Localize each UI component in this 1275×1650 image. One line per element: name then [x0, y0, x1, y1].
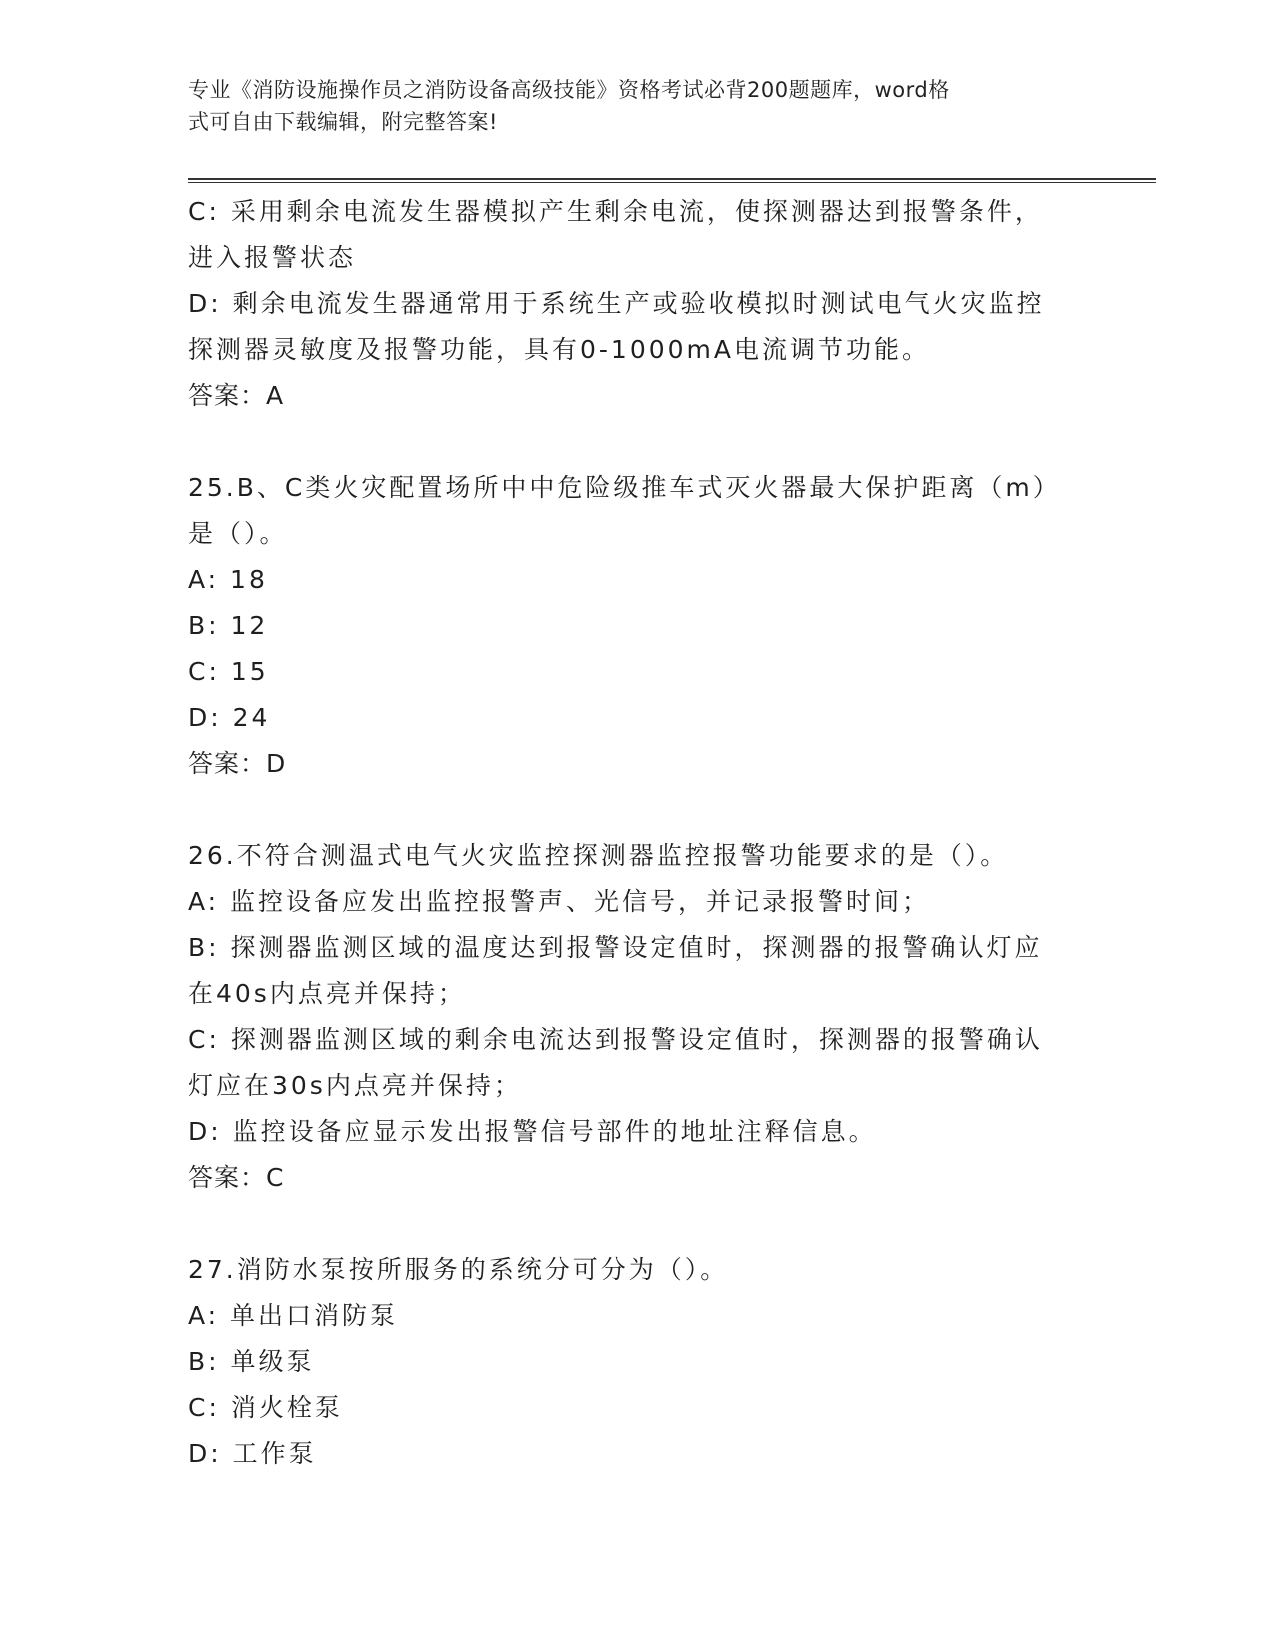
header-line-2: 式可自由下载编辑，附完整答案!	[188, 110, 498, 134]
question-content	[188, 189, 1088, 1477]
option-d-line-2: 探测器灵敏度及报警功能，具有0-1000mA电流调节功能。	[188, 335, 931, 364]
header-divider-thin	[188, 182, 1156, 183]
header-divider-thick	[188, 178, 1156, 180]
question-26-option-b-line-2: 在40s内点亮并保持；	[188, 979, 466, 1008]
spacer	[188, 787, 1088, 833]
question-27-stem: 27.消防水泵按所服务的系统分可分为（）。	[188, 1255, 729, 1284]
question-26-option-b-line-1: B: 探测器监测区域的温度达到报警设定值时，探测器的报警确认灯应	[188, 933, 1043, 962]
question-26-option-c-line-2: 灯应在30s内点亮并保持；	[188, 1071, 522, 1100]
option-d-line-1: D: 剩余电流发生器通常用于系统生产或验收模拟时测试电气火灾监控	[188, 289, 1045, 318]
option-c-line-2: 进入报警状态	[188, 243, 357, 272]
answer-26: 答案：C	[188, 1163, 285, 1192]
question-25-option-a: A: 18	[188, 565, 268, 594]
question-26	[188, 833, 1088, 1201]
spacer	[188, 1201, 1088, 1247]
question-26-option-a: A: 监控设备应发出监控报警声、光信号，并记录报警时间；	[188, 887, 931, 916]
question-27-option-a: A: 单出口消防泵	[188, 1301, 399, 1330]
spacer	[188, 419, 1088, 465]
question-25-stem-line-2: 是（）。	[188, 519, 288, 548]
answer-25: 答案：D	[188, 749, 287, 778]
answer-24: 答案：A	[188, 381, 285, 410]
option-c-line-1: C: 采用剩余电流发生器模拟产生剩余电流，使探测器达到报警条件，	[188, 197, 1043, 226]
question-26-option-d: D: 监控设备应显示发出报警信号部件的地址注释信息。	[188, 1117, 877, 1146]
question-27-option-c: C: 消火栓泵	[188, 1393, 343, 1422]
question-27-option-d: D: 工作泵	[188, 1439, 317, 1468]
question-25-option-d: D: 24	[188, 703, 271, 732]
question-26-stem: 26.不符合测温式电气火灾监控探测器监控报警功能要求的是（）。	[188, 841, 1009, 870]
question-25-option-b: B: 12	[188, 611, 269, 640]
document-header	[188, 74, 1068, 138]
header-line-1: 专业《消防设施操作员之消防设备高级技能》资格考试必背200题题库，word格	[188, 78, 950, 102]
question-25	[188, 465, 1088, 787]
question-27	[188, 1247, 1088, 1477]
question-26-option-c-line-1: C: 探测器监测区域的剩余电流达到报警设定值时，探测器的报警确认	[188, 1025, 1043, 1054]
question-25-stem-line-1: 25.B、C类火灾配置场所中中危险级推车式灭火器最大保护距离（m）	[188, 473, 1061, 502]
question-25-option-c: C: 15	[188, 657, 269, 686]
question-27-option-b: B: 单级泵	[188, 1347, 315, 1376]
question-24-remainder	[188, 189, 1088, 419]
